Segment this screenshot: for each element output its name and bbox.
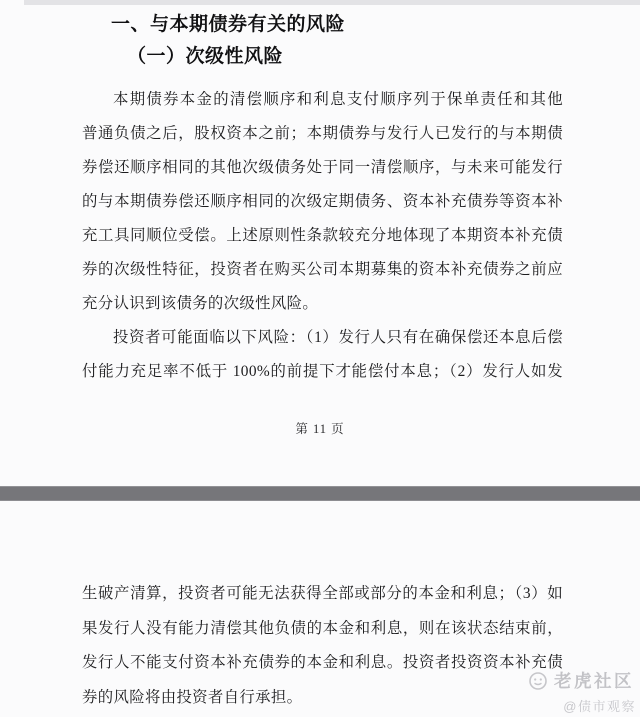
page1-body-text [82, 83, 563, 389]
body-line: 充分认识到该债务的次级性风险。 [82, 295, 319, 312]
page-separator-bar [0, 486, 640, 501]
subsection-heading: （一）次级性风险 [127, 46, 284, 67]
body-line: 券偿还顺序相同的其他次级债务处于同一清偿顺序，与未来可能发行 [82, 159, 563, 176]
previous-separator-edge [24, 0, 640, 5]
body-line: 券的次级性特征，投资者在购买公司本期募集的资本补充债券之前应 [82, 261, 563, 278]
page2-body-text [82, 577, 563, 715]
body-line: 果发行人没有能力清偿其他负债的本金和利息，则在该状态结束前， [82, 619, 563, 637]
watermark-handle-text: @债市观察 [563, 699, 636, 714]
body-line: 付能力充足率不低于 100%的前提下才能偿付本息；（2）发行人如发 [82, 363, 563, 380]
section-heading: 一、与本期债券有关的风险 [111, 14, 346, 35]
watermark-brand-text: 老虎社区 [554, 671, 634, 691]
body-line: 发行人不能支付资本补充债券的本金和利息。投资者投资资本补充债 [82, 654, 563, 671]
tiger-logo-icon [529, 672, 547, 690]
body-line: 券的风险将由投资者自行承担。 [82, 688, 303, 706]
page-number: 第 11 页 [295, 422, 345, 436]
body-line: 普通负债之后，股权资本之前；本期债券与发行人已发行的与本期债 [82, 125, 563, 142]
body-line: 生破产清算，投资者可能无法获得全部或部分的本金和利息；（3）如 [82, 585, 563, 602]
body-line: 充工具同顺位受偿。上述原则性条款较充分地体现了本期资本补充债 [82, 227, 563, 244]
body-line: 的与本期债券偿还顺序相同的次级定期债务、资本补充债券等资本补 [82, 193, 563, 210]
body-line: 本期债券本金的清偿顺序和利息支付顺序列于保单责任和其他 [113, 91, 563, 108]
body-line: 投资者可能面临以下风险：（1）发行人只有在确保偿还本息后偿 [113, 329, 563, 346]
watermark [529, 668, 634, 693]
